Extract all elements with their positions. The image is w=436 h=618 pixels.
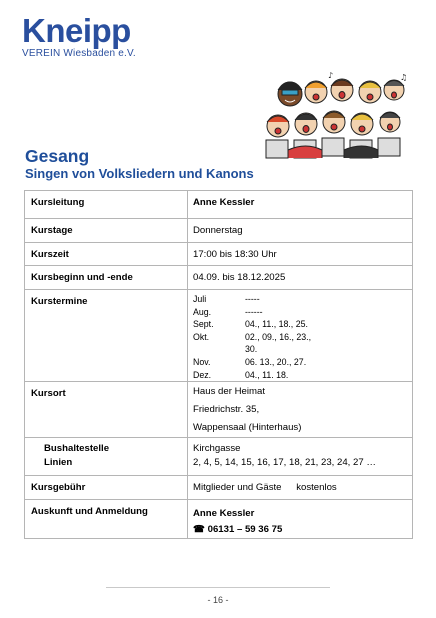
logo-wordmark: Kneipp	[22, 12, 131, 49]
logo-subtitle: VEREIN Wiesbaden e.V.	[22, 48, 136, 59]
value-kurszeit: 17:00 bis 18:30 Uhr	[188, 243, 413, 266]
table-row	[25, 290, 413, 382]
schedule-month: Juli	[193, 294, 207, 304]
schedule-row	[193, 306, 313, 319]
kneipp-logo	[22, 14, 136, 60]
footer-divider	[106, 587, 330, 588]
label-bushaltestelle	[25, 438, 188, 476]
schedule-month: Okt.	[193, 331, 210, 342]
value-auskunft	[188, 500, 413, 539]
schedule-month: Dez.	[193, 369, 212, 380]
value-kurstage: Donnerstag	[188, 219, 413, 243]
svg-text:♫: ♫	[400, 73, 408, 82]
schedule-dates: -----	[245, 294, 260, 304]
label-auskunft: Auskunft und Anmeldung	[25, 500, 188, 539]
table-row	[25, 476, 413, 500]
schedule-row	[193, 369, 313, 382]
schedule-dates: 06. 13., 20., 27.	[245, 356, 307, 367]
table-row	[25, 382, 413, 438]
table-row	[25, 500, 413, 539]
label-kurstermine: Kurstermine	[25, 290, 188, 382]
schedule-row	[193, 293, 313, 306]
schedule-dates: 02., 09., 16., 23., 30.	[245, 331, 312, 355]
label-bus-stop: Bushaltestelle	[44, 443, 110, 455]
value-kurstermine	[188, 290, 413, 382]
label-kurstage: Kurstage	[25, 219, 188, 243]
schedule-month: Aug.	[193, 306, 212, 317]
table-row	[25, 243, 413, 266]
label-kurszeit: Kurszeit	[25, 243, 188, 266]
schedule-month: Sept.	[193, 319, 214, 330]
schedule-dates: 04., 11. 18.	[245, 369, 289, 380]
table-row	[25, 438, 413, 476]
table-row	[25, 191, 413, 219]
course-subtitle: Singen von Volksliedern und Kanons	[25, 166, 254, 181]
contact-name: Anne Kessler	[193, 508, 255, 520]
bus-line-numbers: 2, 4, 5, 14, 15, 16, 17, 18, 21, 23, 24, 27 …	[193, 457, 376, 469]
table-row	[25, 219, 413, 243]
address-line: Haus der Heimat	[193, 386, 265, 398]
value-kursleitung: Anne Kessler	[188, 191, 413, 219]
label-bus-lines: Linien	[44, 457, 73, 469]
fee-audience: Mitglieder und Gäste	[193, 482, 282, 494]
schedule-dates: ------	[245, 306, 263, 317]
table-row	[25, 266, 413, 290]
contact-phone: 06131 – 59 36 75	[207, 524, 283, 536]
svg-text:♪: ♪	[328, 71, 334, 80]
label-kursort: Kursort	[25, 382, 188, 438]
schedule-row	[193, 318, 313, 331]
label-kursleitung: Kursleitung	[25, 191, 188, 219]
contact-phone-line	[193, 522, 412, 538]
course-title: Gesang	[25, 146, 90, 166]
schedule-row	[193, 331, 313, 356]
course-info-table	[24, 190, 413, 539]
page-number: - 16 -	[207, 595, 229, 605]
fee-amount: kostenlos	[296, 482, 337, 494]
label-kursbeginn: Kursbeginn und -ende	[25, 266, 188, 290]
schedule-row	[193, 356, 313, 369]
value-kursgebuehr	[188, 476, 413, 500]
schedule-dates: 04., 11., 18., 25.	[245, 319, 308, 330]
value-bushaltestelle	[188, 438, 413, 476]
bus-stop-name: Kirchgasse	[193, 443, 241, 455]
address-line: Friedrichstr. 35,	[193, 404, 260, 416]
value-kursort	[188, 382, 413, 438]
value-kursbeginn: 04.09. bis 18.12.2025	[188, 266, 413, 290]
schedule-month: Nov.	[193, 356, 211, 367]
label-kursgebuehr: Kursgebühr	[25, 476, 188, 500]
choir-illustration	[258, 70, 408, 162]
address-line: Wappensaal (Hinterhaus)	[193, 422, 302, 434]
schedule-list	[193, 293, 313, 381]
telephone-icon: ☎	[193, 524, 205, 536]
